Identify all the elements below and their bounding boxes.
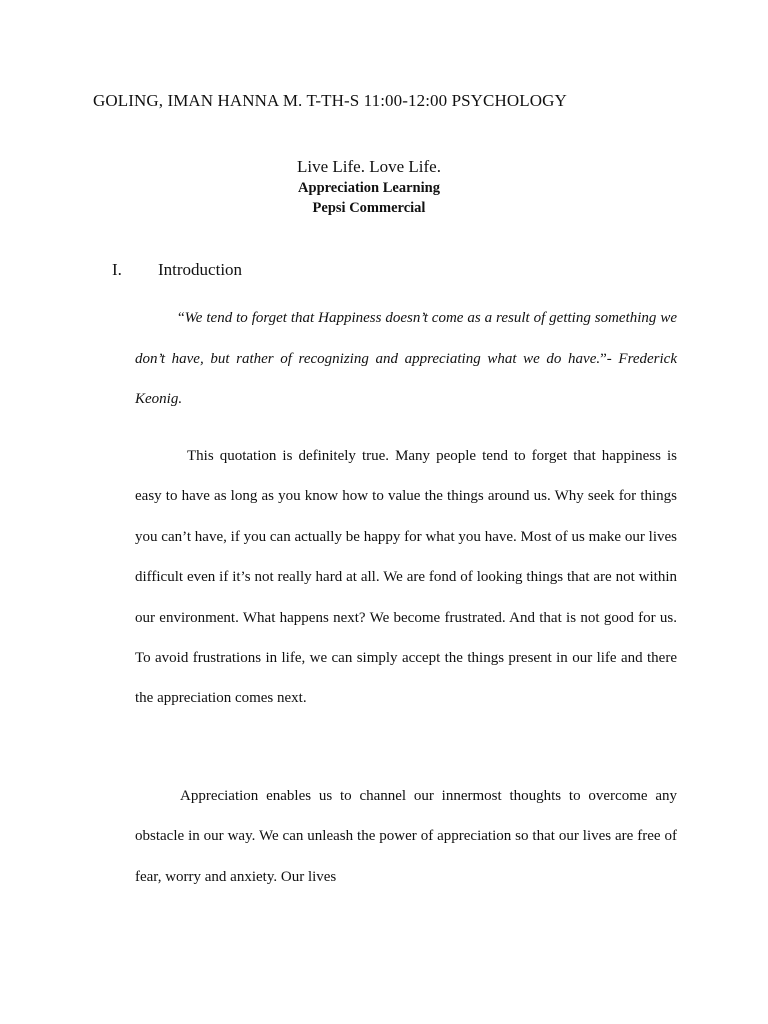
document-subtitle-commercial: Pepsi Commercial (312, 200, 426, 216)
body-paragraph-2: Appreciation enables us to channel our innermost thoughts to overcome any obstacle in our way. We can unleash the power of appreciation so that our lives are free of fear, worry and anxiety. Our lives (135, 788, 677, 885)
quote-text: We tend to forget that Happiness doesn’t come as a result of getting something we don’t have, but rather of recognizing and appreciating what we do have. (135, 310, 677, 367)
section-number: I. (112, 260, 122, 279)
student-info-line: GOLING, IMAN HANNA M. T-TH-S 11:00-12:00 PSYCHOLOGY (93, 91, 567, 110)
body-paragraph-1: This quotation is definitely true. Many people tend to forget that happiness is easy to have as long as you know how to value the things around us. Why seek for things you can’t have, if you can actually be happy for what you have. Most of us make our lives difficult even if it’s not really hard at all. We are fond of looking things that are not within our environment. What happens next? We become frustrated. And that is not good for us. To avoid frustrations in life, we can simply accept the things present in our life and there the appreciation comes next. (135, 448, 677, 707)
quote-author: Frederick Keonig. (135, 350, 678, 407)
section-heading: Introduction (158, 260, 243, 279)
document-title: Live Life. Love Life. (297, 157, 441, 176)
document-subtitle-appreciation: Appreciation Learning (298, 180, 440, 196)
quote-close-dash: ”- (600, 350, 619, 367)
opening-quote (135, 298, 677, 420)
quote-open-mark: “ (178, 310, 185, 326)
